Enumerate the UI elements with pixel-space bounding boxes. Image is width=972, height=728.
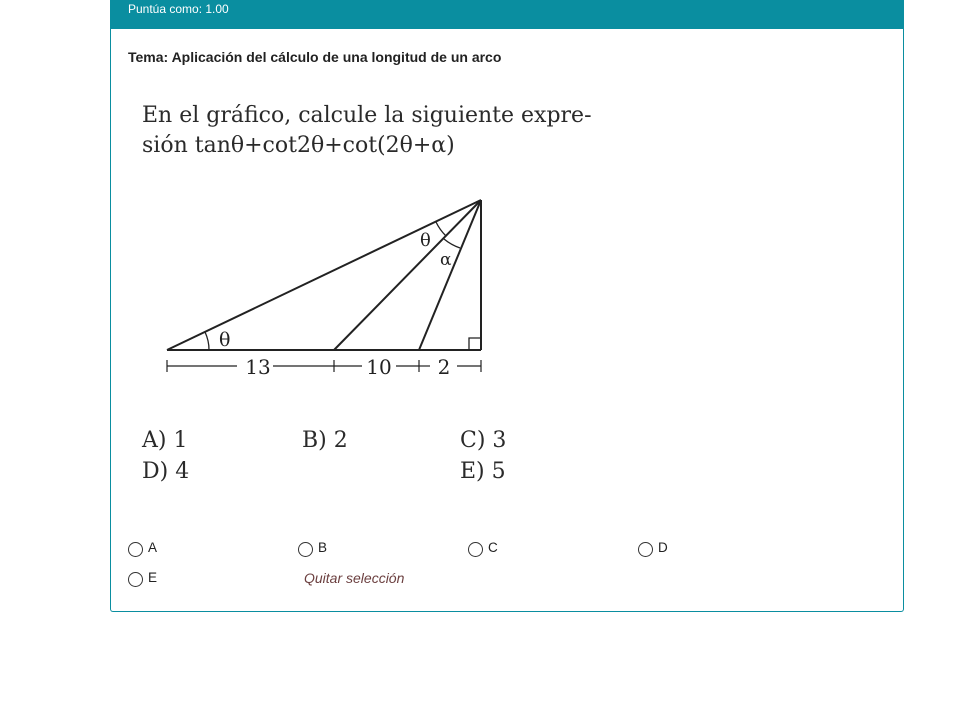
- answer-label-b: B: [318, 540, 328, 555]
- question-card: [110, 0, 904, 612]
- cevian-line-2: [419, 200, 481, 350]
- segment-label-13: 13: [245, 355, 271, 379]
- radio-b[interactable]: [298, 542, 313, 557]
- answer-option-e[interactable]: [128, 565, 157, 587]
- answer-option-a[interactable]: [128, 535, 157, 557]
- question-info-bar: [111, 0, 903, 29]
- option-text-e: E) 5: [460, 459, 506, 484]
- grade-text: Puntúa como: 1.00: [128, 2, 229, 16]
- hypotenuse-line: [167, 200, 481, 350]
- answer-option-b[interactable]: [298, 535, 327, 557]
- answer-option-c[interactable]: [468, 535, 498, 557]
- option-text-c: C) 3: [460, 428, 507, 453]
- left-angle-arc: [205, 332, 209, 350]
- answer-label-a: A: [148, 540, 158, 555]
- alpha-angle-label: α: [440, 250, 452, 270]
- option-text-a: A) 1: [142, 428, 188, 453]
- question-text-line-2: sión tanθ+cot2θ+cot(2θ+α): [142, 133, 455, 158]
- radio-a[interactable]: [128, 542, 143, 557]
- answer-label-c: C: [488, 540, 498, 555]
- top-angle-arc: [436, 222, 446, 236]
- triangle-diagram: [139, 188, 519, 388]
- radio-c[interactable]: [468, 542, 483, 557]
- right-angle-mark: [469, 338, 481, 350]
- question-topic: Tema: Aplicación del cálculo de una longitud de un arco: [128, 49, 502, 65]
- radio-e[interactable]: [128, 572, 143, 587]
- answer-option-d[interactable]: [638, 535, 668, 557]
- left-angle-label: θ: [219, 329, 231, 351]
- answer-choices: [111, 535, 903, 595]
- answer-label-d: D: [658, 540, 668, 555]
- clear-selection-link[interactable]: Quitar selección: [304, 570, 405, 586]
- segment-label-10: 10: [366, 355, 392, 379]
- question-image: [139, 98, 619, 498]
- radio-d[interactable]: [638, 542, 653, 557]
- cevian-line-1: [334, 200, 481, 350]
- answer-label-e: E: [148, 570, 158, 585]
- option-text-b: B) 2: [302, 428, 348, 453]
- question-text-line-1: En el gráfico, calcule la siguiente expre-: [142, 103, 592, 128]
- option-text-d: D) 4: [142, 459, 190, 484]
- alpha-angle-arc: [444, 239, 460, 248]
- top-angle-label: θ: [420, 230, 431, 251]
- segment-label-2: 2: [437, 355, 451, 379]
